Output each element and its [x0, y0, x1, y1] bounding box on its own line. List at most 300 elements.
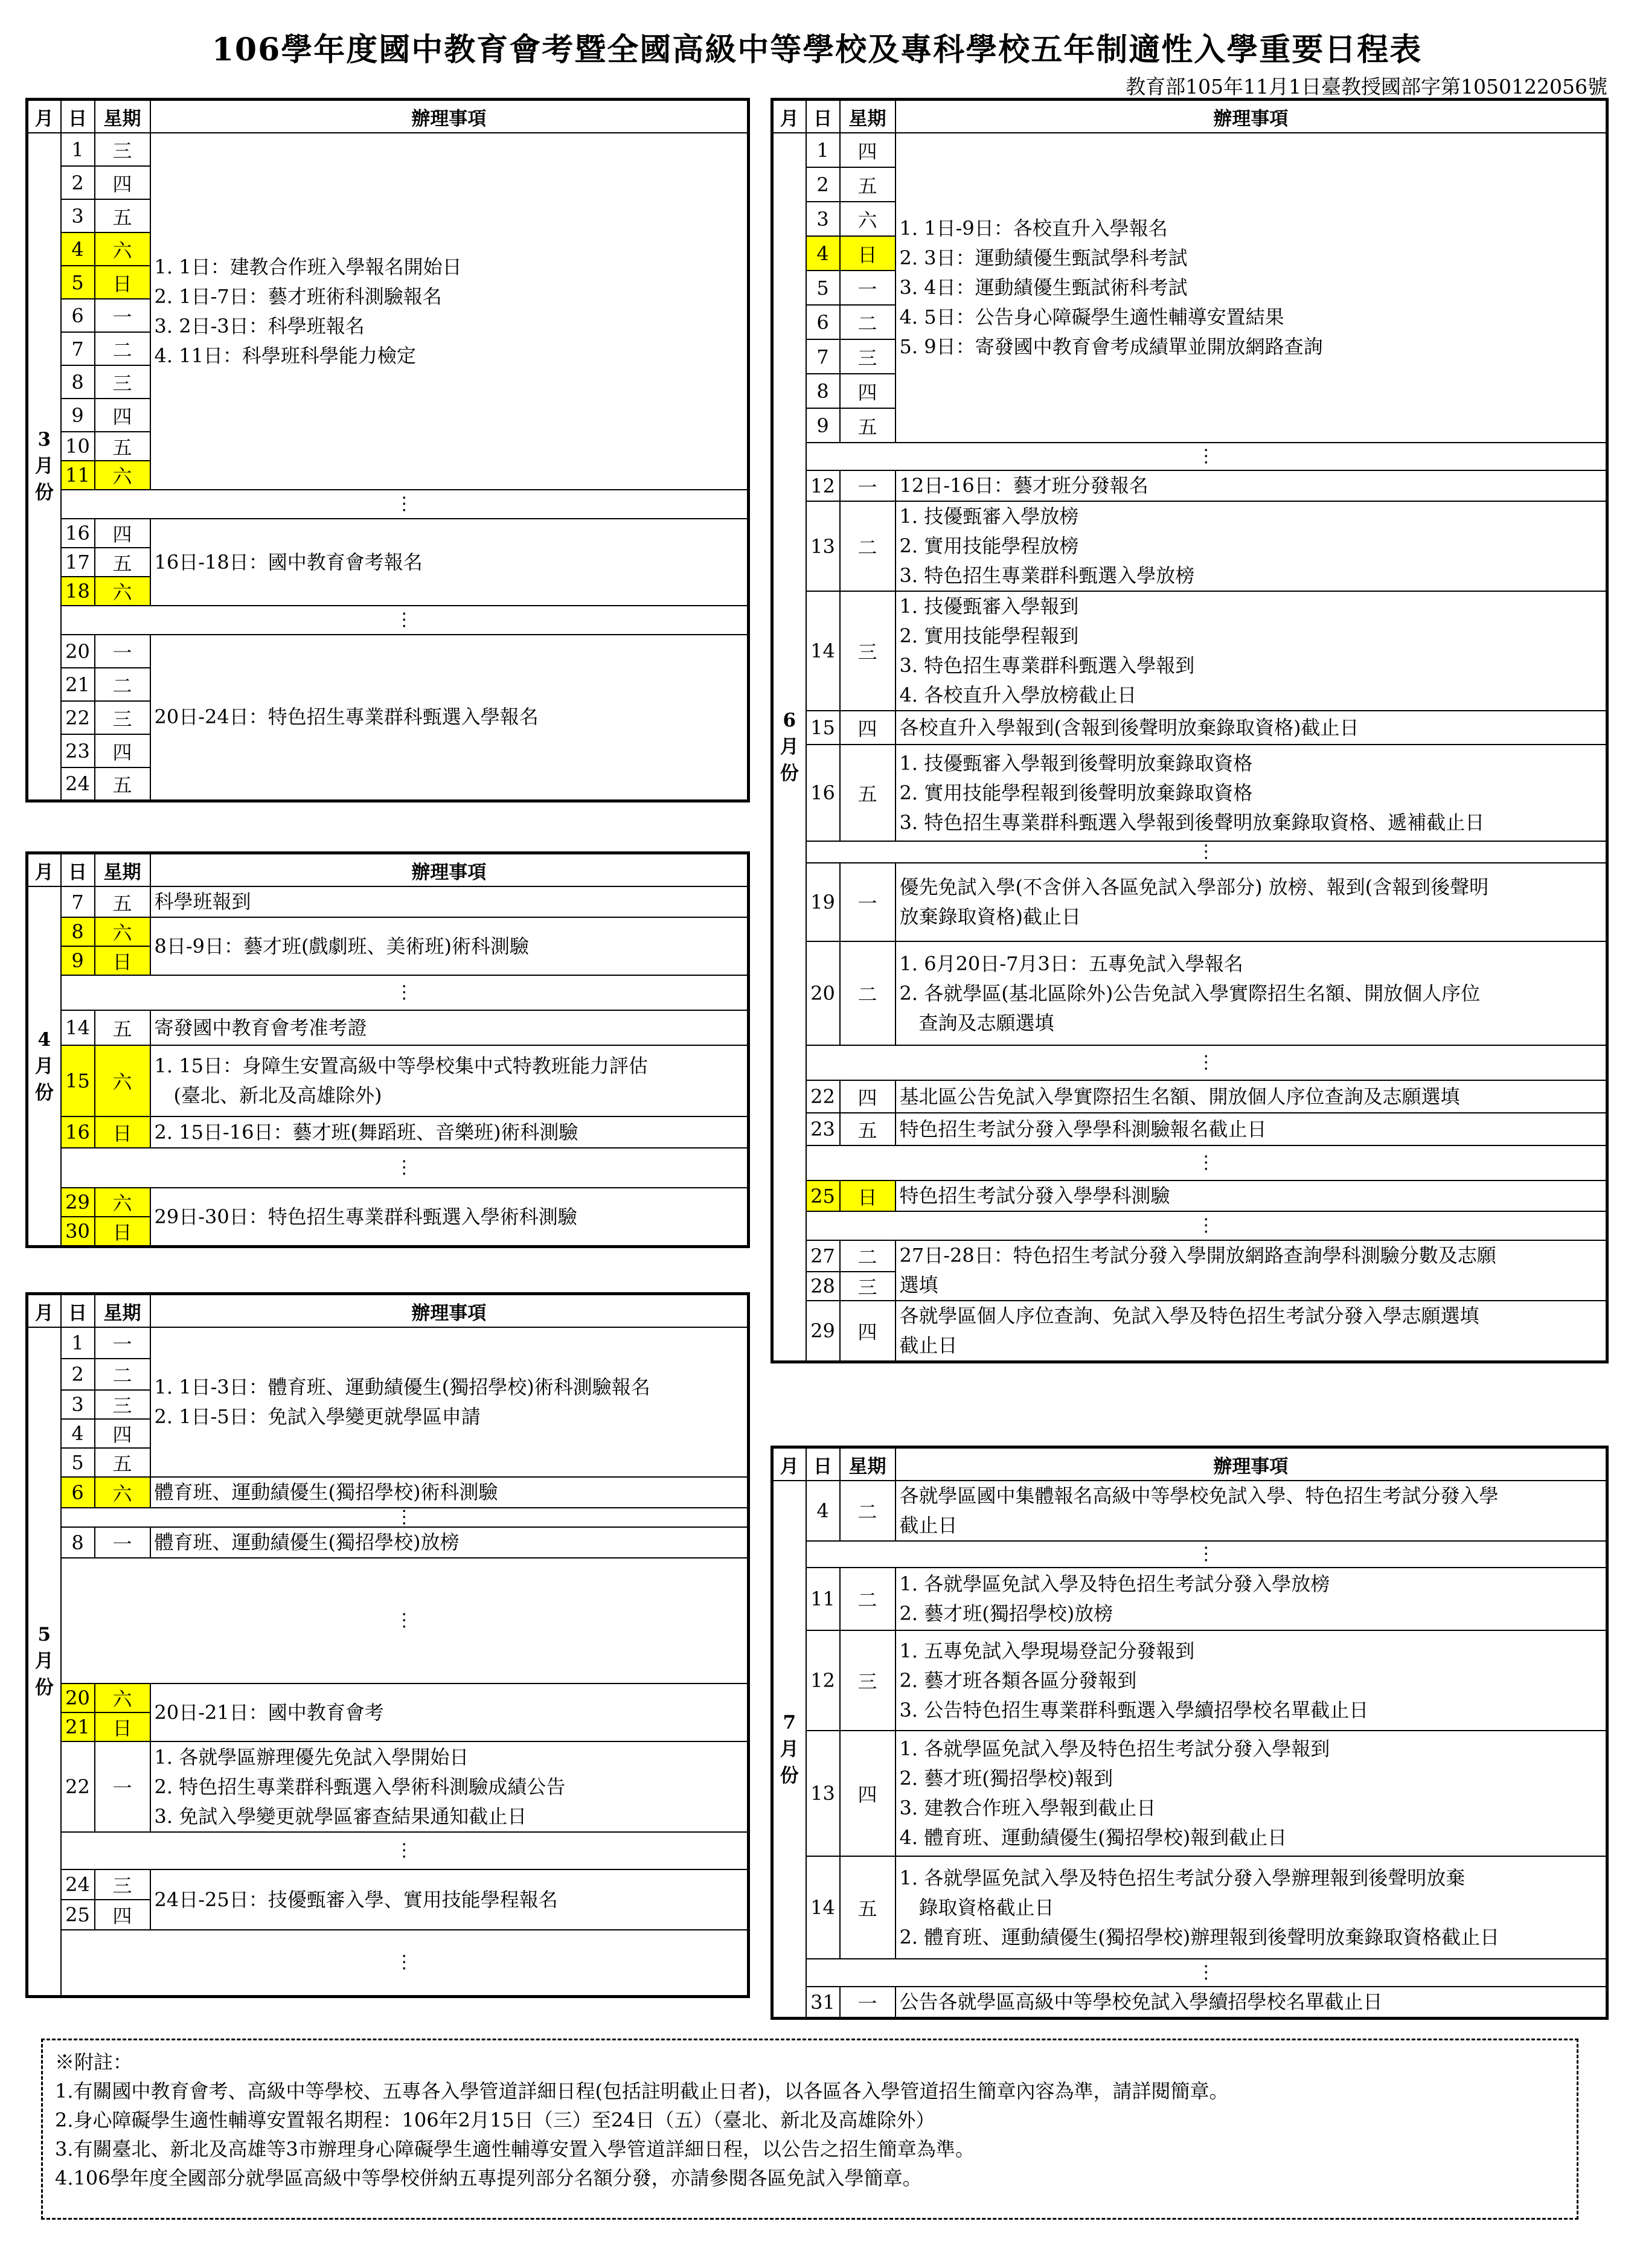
table-row [772, 1301, 1607, 1362]
weekday-cell: 三 [840, 1630, 895, 1731]
table-row [27, 1683, 749, 1712]
event-line: 查詢及志願選填 [899, 1011, 1054, 1034]
event-line: 3. 4日：運動績優生甄試術科考試 [899, 276, 1188, 299]
day-cell: 7 [806, 339, 840, 374]
header-day: 日 [61, 100, 95, 133]
event-line: 各校直升入學報到(含報到後聲明放棄錄取資格)截止日 [899, 716, 1359, 739]
table-row [772, 1731, 1607, 1856]
table-row [772, 1568, 1607, 1630]
event-line: 各就學區國中集體報名高級中等學校免試入學、特色招生考試分發入學 [899, 1484, 1499, 1507]
day-cell: 1 [806, 133, 840, 167]
footnote-item: 1.有關國中教育會考、高級中等學校、五專各入學管道詳細日程(包括註明截止日者)，以各區各入學管道招生簡章內容為準，請詳閱簡章。 [55, 2080, 1229, 2103]
day-cell: 16 [61, 519, 95, 548]
day-cell: 14 [806, 1856, 840, 1959]
ellipsis: ⋮ [806, 1145, 1607, 1180]
header-day: 日 [806, 100, 840, 133]
day-cell: 29 [61, 1188, 95, 1217]
weekday-cell: 一 [95, 1327, 150, 1359]
day-cell: 2 [61, 1359, 95, 1390]
ellipsis: ⋮ [61, 490, 749, 519]
ellipsis: ⋮ [806, 1541, 1607, 1568]
weekday-cell: 四 [95, 399, 150, 432]
schedule-table-may [25, 1292, 750, 1998]
event-line: 29日-30日：特色招生專業群科甄選入學術科測驗 [154, 1205, 577, 1228]
table-row [772, 1630, 1607, 1731]
event-cell [150, 635, 749, 801]
ellipsis: ⋮ [61, 606, 749, 635]
gap-row [772, 1145, 1607, 1180]
event-line: 2. 體育班、運動績優生(獨招學校)辦理報到後聲明放棄錄取資格截止日 [899, 1925, 1500, 1949]
weekday-cell: 四 [95, 519, 150, 548]
event-line: 4. 11日：科學班科學能力檢定 [154, 344, 416, 367]
event-line: 2. 藝才班(獨招學校)放榜 [899, 1602, 1113, 1625]
table-row [27, 1116, 749, 1148]
header-day: 日 [806, 1447, 840, 1481]
event-line: 3. 公告特色招生專業群科甄選入學續招學校名單截止日 [899, 1698, 1369, 1722]
header-item: 辦理事項 [150, 100, 749, 133]
header-weekday: 星期 [840, 100, 895, 133]
event-cell [895, 1568, 1607, 1630]
event-cell [150, 1116, 749, 1148]
table-row [772, 470, 1607, 501]
header-month: 月 [27, 853, 61, 887]
event-line: (臺北、新北及高雄除外) [154, 1084, 382, 1107]
weekday-cell: 四 [95, 166, 150, 199]
event-line: 1. 6月20日-7月3日：五專免試入學報名 [899, 952, 1243, 975]
table-header-row [27, 853, 749, 887]
event-line: 各就學區個人序位查詢、免試入學及特色招生考試分發入學志願選填 [899, 1304, 1479, 1327]
gap-row [772, 1541, 1607, 1568]
event-line: 2. 藝才班各類各區分發報到 [899, 1668, 1137, 1692]
weekday-cell: 二 [840, 1481, 895, 1541]
header-weekday: 星期 [95, 1294, 150, 1328]
weekday-cell: 四 [840, 1301, 895, 1362]
event-line: 2. 實用技能學程報到 [899, 624, 1079, 647]
event-line: 2. 特色招生專業群科甄選入學術科測驗成績公告 [154, 1775, 566, 1798]
event-line: 3. 免試入學變更就學區審查結果通知截止日 [154, 1804, 527, 1828]
gap-row [772, 1211, 1607, 1240]
day-cell: 22 [61, 701, 95, 734]
event-cell [895, 501, 1607, 591]
weekday-cell: 六 [95, 1045, 150, 1116]
day-cell: 4 [806, 1481, 840, 1541]
day-cell: 3 [61, 199, 95, 232]
day-cell: 5 [806, 271, 840, 305]
event-cell [895, 1856, 1607, 1959]
weekday-cell: 一 [95, 1527, 150, 1558]
table-row [27, 1188, 749, 1217]
weekday-cell: 三 [95, 365, 150, 399]
event-cell [895, 1240, 1607, 1301]
event-line: 寄發國中教育會考准考證 [154, 1016, 367, 1039]
schedule-table-july [771, 1446, 1609, 2020]
event-cell [895, 1731, 1607, 1856]
weekday-cell: 四 [95, 1900, 150, 1930]
day-cell: 25 [806, 1180, 840, 1211]
event-line: 4. 5日：公告身心障礙學生適性輔導安置結果 [899, 306, 1284, 328]
weekday-cell: 一 [95, 299, 150, 332]
event-line: 27日-28日：特色招生考試分發入學開放網路查詢學科測驗分數及志願 [899, 1244, 1496, 1267]
weekday-cell: 五 [840, 167, 895, 202]
day-cell: 7 [61, 332, 95, 365]
event-line: 選填 [899, 1273, 938, 1296]
event-line: 4. 體育班、運動績優生(獨招學校)報到截止日 [899, 1826, 1287, 1849]
event-line: 1. 技優甄審入學放榜 [899, 505, 1079, 528]
event-line: 特色招生考試分發入學學科測驗 [899, 1184, 1170, 1207]
event-line: 1. 技優甄審入學報到後聲明放棄錄取資格 [899, 751, 1253, 775]
weekday-cell: 一 [840, 863, 895, 941]
table-row [772, 1987, 1607, 2019]
day-cell: 10 [61, 432, 95, 461]
day-cell: 8 [61, 365, 95, 399]
header-weekday: 星期 [840, 1447, 895, 1481]
gap-row [27, 606, 749, 635]
event-cell [895, 941, 1607, 1045]
gap-row [27, 490, 749, 519]
header-month: 月 [27, 1294, 61, 1328]
event-line: 科學班報到 [154, 890, 251, 913]
weekday-cell: 三 [840, 339, 895, 374]
event-line: 2. 實用技能學程報到後聲明放棄錄取資格 [899, 781, 1253, 804]
table-row [772, 1080, 1607, 1113]
header-day: 日 [61, 853, 95, 887]
day-cell: 1 [61, 1327, 95, 1359]
event-line: 1. 各就學區免試入學及特色招生考試分發入學辦理報到後聲明放棄 [899, 1866, 1466, 1889]
day-cell: 9 [61, 946, 95, 975]
footnote-item: 3.有關臺北、新北及高雄等3市辦理身心障礙學生適性輔導安置入學管道詳細日程，以公告之招生簡章為準。 [55, 2138, 975, 2161]
event-line: 12日-16日：藝才班分發報名 [899, 474, 1149, 497]
document-number: 教育部105年11月1日臺教授國部字第1050122056號 [1126, 75, 1607, 98]
weekday-cell: 日 [95, 1217, 150, 1247]
table-header-row [772, 100, 1607, 133]
table-row [27, 886, 749, 917]
event-line: 公告各就學區高級中等學校免試入學續招學校名單截止日 [899, 1990, 1383, 2013]
table-header-row [27, 1294, 749, 1328]
day-cell: 20 [61, 635, 95, 668]
weekday-cell: 六 [95, 917, 150, 946]
weekday-cell: 六 [95, 1477, 150, 1508]
weekday-cell: 二 [95, 332, 150, 365]
day-cell: 8 [61, 917, 95, 946]
day-cell: 13 [806, 501, 840, 591]
weekday-cell: 四 [840, 133, 895, 167]
event-cell [150, 1477, 749, 1508]
day-cell: 4 [61, 1419, 95, 1448]
weekday-cell: 四 [95, 1419, 150, 1448]
event-line: 2. 實用技能學程放榜 [899, 534, 1079, 557]
table-row [27, 1327, 749, 1359]
weekday-cell: 日 [95, 1116, 150, 1148]
event-cell [150, 1683, 749, 1741]
day-cell: 23 [61, 734, 95, 767]
weekday-cell: 日 [95, 266, 150, 299]
weekday-cell: 五 [95, 199, 150, 232]
weekday-cell: 一 [840, 1987, 895, 2019]
table-row [27, 1741, 749, 1832]
weekday-cell: 三 [95, 133, 150, 166]
event-cell [895, 1301, 1607, 1362]
day-cell: 7 [61, 886, 95, 917]
event-line: 優先免試入學(不含併入各區免試入學部分) 放榜、報到(含報到後聲明 [899, 876, 1489, 899]
day-cell: 8 [806, 374, 840, 408]
ellipsis: ⋮ [61, 1508, 749, 1527]
day-cell: 5 [61, 266, 95, 299]
gap-row [27, 1148, 749, 1188]
day-cell: 30 [61, 1217, 95, 1247]
event-cell [150, 1741, 749, 1832]
weekday-cell: 三 [95, 1869, 150, 1900]
header-weekday: 星期 [95, 100, 150, 133]
day-cell: 11 [61, 461, 95, 490]
event-line: 特色招生考試分發入學學科測驗報名截止日 [899, 1117, 1267, 1141]
event-line: 3. 建教合作班入學報到截止日 [899, 1796, 1156, 1819]
footnote-heading: ※附註： [55, 2051, 133, 2074]
weekday-cell: 五 [95, 886, 150, 917]
event-line: 體育班、運動績優生(獨招學校)放榜 [154, 1531, 460, 1554]
table-header-row [27, 100, 749, 133]
weekday-cell: 五 [840, 408, 895, 443]
schedule-table-april [25, 851, 750, 1248]
weekday-cell: 六 [95, 232, 150, 266]
ellipsis: ⋮ [806, 841, 1607, 863]
event-line: 1. 各就學區辦理優先免試入學開始日 [154, 1745, 469, 1769]
month-label: 4月份 [27, 886, 61, 1247]
day-cell: 12 [806, 470, 840, 501]
day-cell: 6 [61, 1477, 95, 1508]
event-line: 3. 特色招生專業群科甄選入學報到 [899, 654, 1195, 677]
event-line: 1. 15日：身障生安置高級中等學校集中式特教班能力評估 [154, 1054, 648, 1077]
day-cell: 14 [61, 1010, 95, 1045]
event-cell [895, 133, 1607, 443]
table-row [27, 1045, 749, 1116]
event-line: 1. 1日-3日：體育班、運動績優生(獨招學校)術科測驗報名 [154, 1376, 650, 1398]
weekday-cell: 六 [840, 202, 895, 236]
weekday-cell: 五 [95, 1010, 150, 1045]
table-row [772, 745, 1607, 841]
day-cell: 6 [806, 305, 840, 339]
event-cell [150, 1869, 749, 1930]
ellipsis: ⋮ [806, 443, 1607, 470]
weekday-cell: 二 [840, 941, 895, 1045]
table-row [27, 635, 749, 668]
table-row [772, 941, 1607, 1045]
weekday-cell: 五 [840, 1113, 895, 1145]
ellipsis: ⋮ [61, 1832, 749, 1869]
table-row [772, 711, 1607, 745]
weekday-cell: 五 [95, 432, 150, 461]
header-item: 辦理事項 [150, 853, 749, 887]
header-month: 月 [772, 100, 806, 133]
header-day: 日 [61, 1294, 95, 1328]
weekday-cell: 一 [840, 470, 895, 501]
event-line: 截止日 [899, 1514, 958, 1537]
day-cell: 20 [61, 1683, 95, 1712]
day-cell: 24 [61, 1869, 95, 1900]
event-line: 2. 3日：運動績優生甄試學科考試 [899, 246, 1188, 269]
weekday-cell: 二 [840, 501, 895, 591]
table-row [772, 863, 1607, 941]
weekday-cell: 三 [95, 1390, 150, 1419]
event-cell [150, 1045, 749, 1116]
table-row [27, 1527, 749, 1558]
footnotes [41, 2039, 1578, 2220]
day-cell: 8 [61, 1527, 95, 1558]
day-cell: 4 [806, 236, 840, 271]
gap-row [772, 841, 1607, 863]
event-line: 3. 特色招生專業群科甄選入學放榜 [899, 564, 1195, 587]
weekday-cell: 六 [95, 577, 150, 606]
weekday-cell: 一 [95, 635, 150, 668]
day-cell: 28 [806, 1272, 840, 1301]
weekday-cell: 三 [840, 1272, 895, 1301]
event-cell [895, 1080, 1607, 1113]
event-line: 2. 1日-5日：免試入學變更就學區申請 [154, 1405, 481, 1428]
table-row [27, 133, 749, 166]
table-row [772, 1481, 1607, 1541]
event-line: 16日-18日：國中教育會考報名 [154, 550, 423, 574]
event-cell [150, 1527, 749, 1558]
day-cell: 3 [61, 1390, 95, 1419]
footnote-item: 2.身心障礙學生適性輔導安置報名期程：106年2月15日（三）至24日（五）（臺北、新北及高雄除外） [55, 2109, 935, 2132]
table-header-row [772, 1447, 1607, 1481]
event-cell [895, 591, 1607, 711]
day-cell: 1 [61, 133, 95, 166]
ellipsis: ⋮ [806, 1211, 1607, 1240]
weekday-cell: 一 [840, 271, 895, 305]
header-item: 辦理事項 [895, 1447, 1607, 1481]
gap-row [27, 975, 749, 1010]
weekday-cell: 四 [95, 734, 150, 767]
event-cell [895, 863, 1607, 941]
event-cell [150, 1010, 749, 1045]
table-row [772, 591, 1607, 711]
event-line: 錄取資格截止日 [899, 1895, 1054, 1919]
day-cell: 4 [61, 232, 95, 266]
month-label: 6月份 [772, 133, 806, 1362]
weekday-cell: 三 [95, 701, 150, 734]
event-line: 3. 特色招生專業群科甄選入學報到後聲明放棄錄取資格、遞補截止日 [899, 810, 1485, 834]
table-row [772, 133, 1607, 167]
weekday-cell: 二 [840, 1240, 895, 1272]
event-cell [895, 745, 1607, 841]
day-cell: 17 [61, 548, 95, 577]
weekday-cell: 日 [95, 946, 150, 975]
event-cell [150, 917, 749, 975]
event-cell [150, 133, 749, 490]
event-line: 2. 藝才班(獨招學校)報到 [899, 1767, 1113, 1790]
day-cell: 19 [806, 863, 840, 941]
event-line: 體育班、運動績優生(獨招學校)術科測驗 [154, 1481, 498, 1504]
event-line: 2. 1日-7日：藝才班術科測驗報名 [154, 284, 442, 308]
event-line: 24日-25日：技優甄審入學、實用技能學程報名 [154, 1888, 558, 1911]
table-row [772, 1113, 1607, 1145]
day-cell: 16 [61, 1116, 95, 1148]
event-line: 8日-9日：藝才班(戲劇班、美術班)術科測驗 [154, 934, 530, 958]
day-cell: 31 [806, 1987, 840, 2019]
event-cell [895, 470, 1607, 501]
table-row [27, 1010, 749, 1045]
event-line: 20日-21日：國中教育會考 [154, 1700, 384, 1724]
event-cell [895, 1481, 1607, 1541]
month-label: 7月份 [772, 1481, 806, 2019]
event-line: 2. 15日-16日：藝才班(舞蹈班、音樂班)術科測驗 [154, 1120, 578, 1144]
weekday-cell: 二 [840, 1568, 895, 1630]
ellipsis: ⋮ [61, 1148, 749, 1188]
weekday-cell: 二 [95, 668, 150, 701]
event-line: 放棄錄取資格)截止日 [899, 905, 1081, 928]
weekday-cell: 三 [840, 591, 895, 711]
day-cell: 29 [806, 1301, 840, 1362]
event-line: 20日-24日：特色招生專業群科甄選入學報名 [154, 705, 539, 729]
day-cell: 11 [806, 1568, 840, 1630]
table-row [772, 1240, 1607, 1272]
day-cell: 25 [61, 1900, 95, 1930]
day-cell: 6 [61, 299, 95, 332]
event-line: 1. 各就學區免試入學及特色招生考試分發入學報到 [899, 1737, 1330, 1760]
day-cell: 12 [806, 1630, 840, 1731]
day-cell: 15 [61, 1045, 95, 1116]
day-cell: 13 [806, 1731, 840, 1856]
weekday-cell: 六 [95, 1683, 150, 1712]
event-line: 2. 各就學區(基北區除外)公告免試入學實際招生名額、開放個人序位 [899, 981, 1481, 1005]
event-line: 5. 9日：寄發國中教育會考成績單並開放網路查詢 [899, 335, 1323, 358]
ellipsis: ⋮ [61, 1930, 749, 1996]
weekday-cell: 四 [840, 374, 895, 408]
weekday-cell: 日 [840, 236, 895, 271]
event-cell [150, 886, 749, 917]
day-cell: 16 [806, 745, 840, 841]
event-cell [895, 1630, 1607, 1731]
event-line: 1. 1日：建教合作班入學報名開始日 [154, 255, 462, 278]
day-cell: 22 [806, 1080, 840, 1113]
weekday-cell: 五 [95, 767, 150, 801]
header-item: 辦理事項 [150, 1294, 749, 1328]
table-row [27, 1477, 749, 1508]
gap-row [772, 1959, 1607, 1987]
weekday-cell: 一 [95, 1741, 150, 1832]
ellipsis: ⋮ [61, 1558, 749, 1683]
weekday-cell: 日 [840, 1180, 895, 1211]
day-cell: 2 [61, 166, 95, 199]
weekday-cell: 五 [95, 1448, 150, 1477]
schedule-table-june [771, 98, 1609, 1363]
footnote-item: 4.106學年度全國部分就學區高級中等學校併納五專提列部分名額分發，亦請參閱各區免試入學簡章。 [55, 2167, 922, 2190]
event-cell [895, 1180, 1607, 1211]
day-cell: 2 [806, 167, 840, 202]
day-cell: 15 [806, 711, 840, 745]
day-cell: 9 [61, 399, 95, 432]
weekday-cell: 四 [840, 1731, 895, 1856]
day-cell: 14 [806, 591, 840, 711]
ellipsis: ⋮ [806, 1045, 1607, 1080]
event-cell [150, 1188, 749, 1247]
day-cell: 22 [61, 1741, 95, 1832]
event-line: 1. 五專免試入學現場登記分發報到 [899, 1639, 1195, 1662]
event-line: 1. 技優甄審入學報到 [899, 595, 1079, 618]
event-line: 截止日 [899, 1334, 958, 1357]
ellipsis: ⋮ [61, 975, 749, 1010]
gap-row [27, 1832, 749, 1869]
day-cell: 23 [806, 1113, 840, 1145]
day-cell: 5 [61, 1448, 95, 1477]
table-row [772, 1180, 1607, 1211]
gap-row [27, 1930, 749, 1996]
weekday-cell: 四 [840, 1080, 895, 1113]
event-cell [895, 1113, 1607, 1145]
day-cell: 18 [61, 577, 95, 606]
gap-row [27, 1508, 749, 1527]
event-cell [150, 1327, 749, 1477]
